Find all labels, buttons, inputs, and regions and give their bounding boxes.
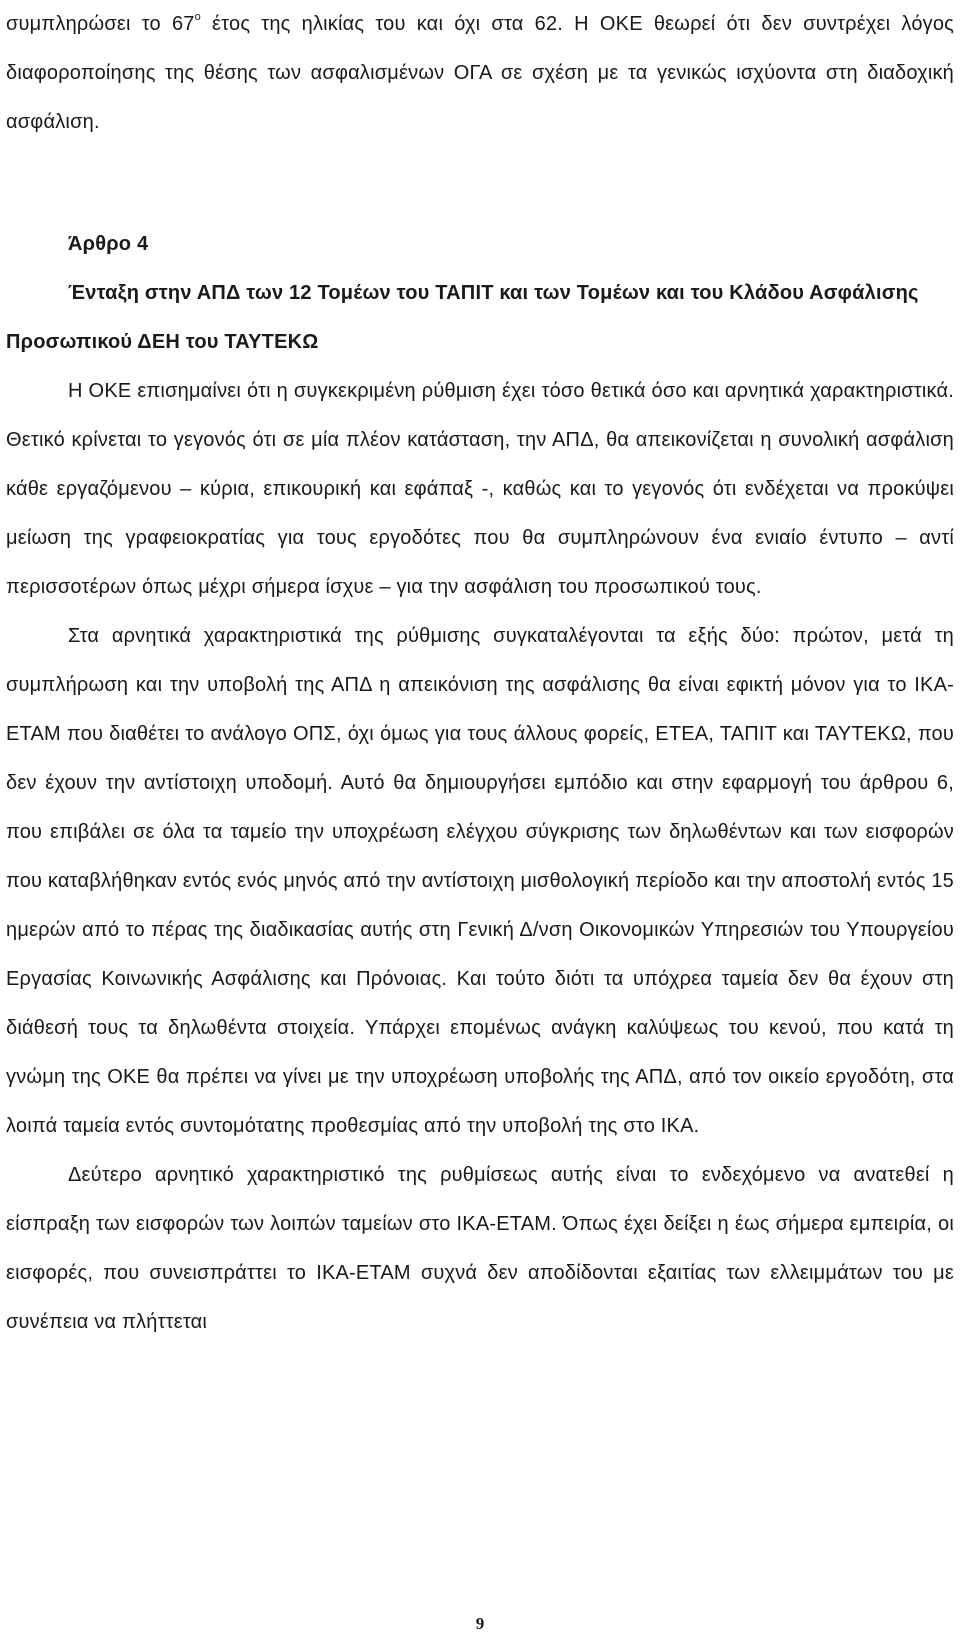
body-paragraph-3: Δεύτερο αρνητικό χαρακτηριστικό της ρυθμίσεως αυτής είναι το ενδεχόμενο να ανατεθεί η είσπραξη των εισφορών των λοιπών ταμείων στο ΙΚΑ-ΕΤΑΜ. Όπως έχει δείξει η έως σήμερα εμπειρία, οι εισφορές, που συνεισπράττει το ΙΚΑ-ΕΤΑΜ συχνά δεν αποδίδονται εξαιτίας των ελλειμμάτων του με συνέπεια να πλήττεται [6,1164,954,1333]
article-heading: Άρθρο 4 [68,233,149,255]
opening-paragraph [6,0,954,147]
article-title: Ένταξη στην ΑΠΔ των 12 Τομέων του ΤΑΠΙΤ και των Τομέων και του Κλάδου Ασφάλισης Προσωπικού ΔΕΗ του ΤΑΥΤΕΚΩ [6,282,919,353]
opening-text-end: έτος της ηλικίας του και όχι στα 62. Η ΟΚΕ θεωρεί ότι δεν συντρέχει λόγος διαφοροποίησης της θέσης των ασφαλισμένων ΟΓΑ σε σχέση με τα γενικώς ισχύοντα στη διαδοχική ασφάλιση. [6,13,955,133]
opening-text-start: συμπληρώσει το 67 [6,13,195,35]
body-paragraph-1: Η ΟΚΕ επισημαίνει ότι η συγκεκριμένη ρύθμιση έχει τόσο θετικά όσο και αρνητικά χαρακτηριστικά. Θετικό κρίνεται το γεγονός ότι σε μία πλέον κατάσταση, την ΑΠΔ, θα απεικονίζεται η συνολική ασφάλιση κάθε εργαζόμενου – κύρια, επικουρική και εφάπαξ -, καθώς και το γεγονός ότι ενδέχεται να προκύψει μείωση της γραφειοκρατίας για τους εργοδότες που θα συμπληρώνουν ένα ενιαίο έντυπο – αντί περισσοτέρων όπως μέχρι σήμερα ίσχυε – για την ασφάλιση του προσωπικού τους. [6,380,954,598]
ordinal-superscript: ο [194,11,201,23]
document-page [6,0,954,1347]
page-number: 9 [475,1614,485,1633]
body-paragraph-2: Στα αρνητικά χαρακτηριστικά της ρύθμισης συγκαταλέγονται τα εξής δύο: πρώτον, μετά τη συμπλήρωση και την υποβολή της ΑΠΔ η απεικόνιση της ασφάλισης θα είναι εφικτή μόνον για το ΙΚΑ-ΕΤΑΜ που διαθέτει το ανάλογο ΟΠΣ, όχι όμως για τους άλλους φορείς, ΕΤΕΑ, ΤΑΠΙΤ και ΤΑΥΤΕΚΩ, που δεν έχουν την αντίστοιχη υποδομή. Αυτό θα δημιουργήσει εμπόδιο και στην εφαρμογή του άρθρου 6, που επιβάλει σε όλα τα ταμείο την υποχρέωση ελέγχου σύγκρισης των δηλωθέντων και των εισφορών που καταβλήθηκαν εντός ενός μηνός από την αντίστοιχη μισθολογική περίοδο και την αποστολή εντός 15 ημερών από το πέρας της διαδικασίας αυτής στη Γενική Δ/νση Οικονομικών Υπηρεσιών του Υπουργείου Εργασίας Κοινωνικής Ασφάλισης και Πρόνοιας. Και τούτο διότι τα υπόχρεα ταμεία δεν θα έχουν στη διάθεσή τους τα δηλωθέντα στοιχεία. Υπάρχει επομένως ανάγκη καλύψεως του κενού, που κατά τη γνώμη της ΟΚΕ θα πρέπει να γίνει με την υποχρέωση υποβολής της ΑΠΔ, από τον οικείο εργοδότη, στα λοιπά ταμεία εντός συντομότατης προθεσμίας από την υποβολή της στο ΙΚΑ. [6,625,954,1137]
